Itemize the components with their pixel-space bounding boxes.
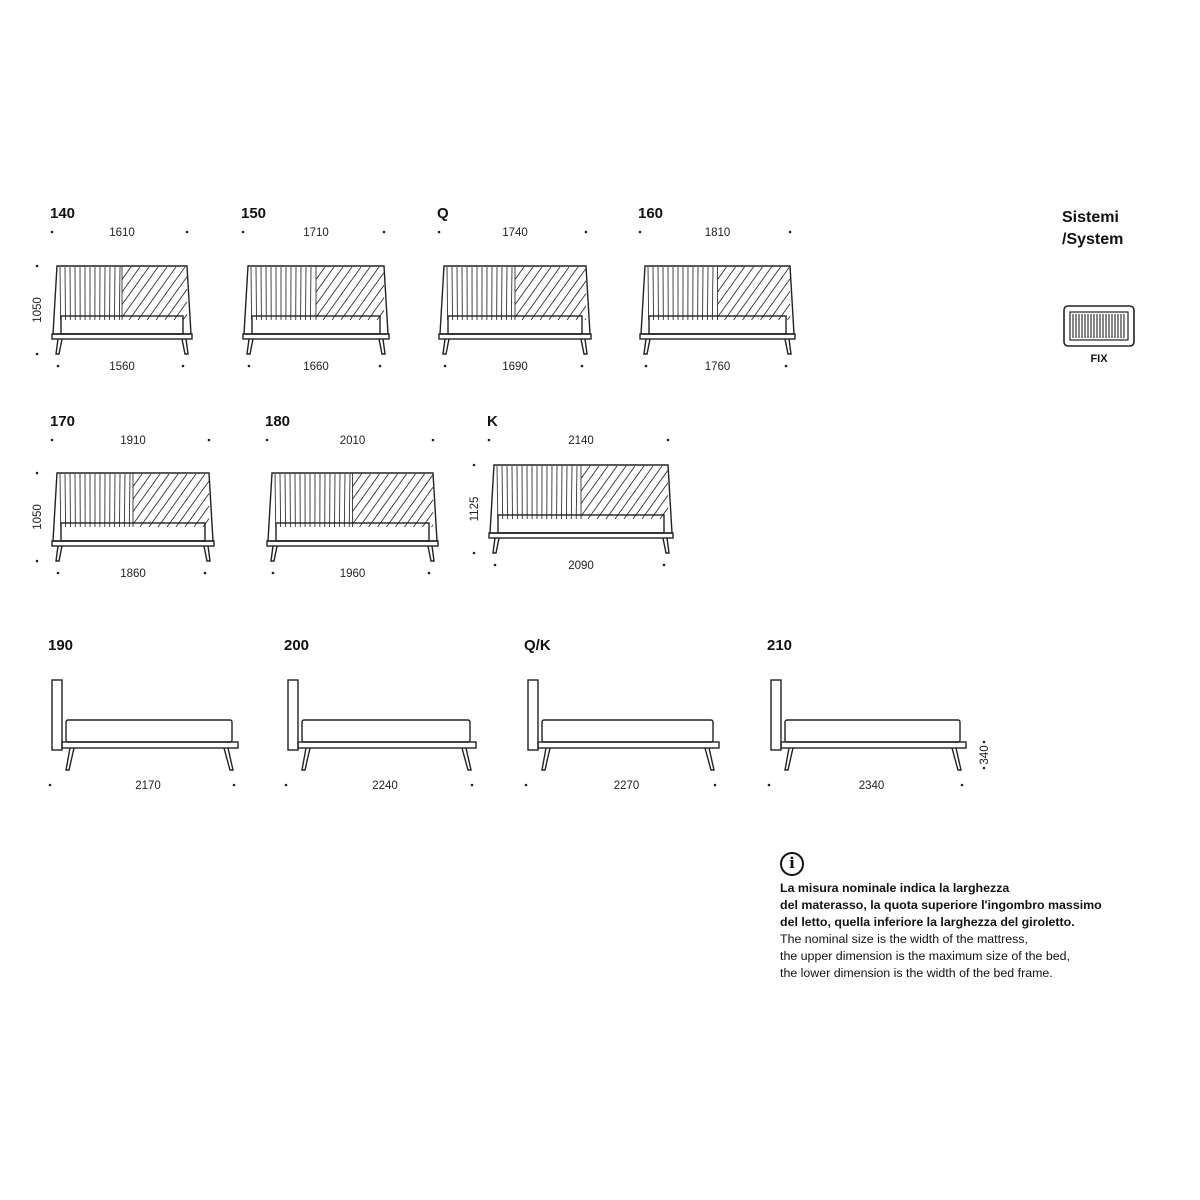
frame-width-label: 1860: [120, 568, 146, 580]
bed-frame: [298, 742, 476, 748]
headboard-stripe: [339, 474, 340, 527]
dimension-dot: [186, 231, 189, 234]
bed-leg: [271, 546, 277, 561]
dimension-dot: [663, 564, 666, 567]
headboard-stripe: [405, 487, 434, 527]
bed-frame: [52, 334, 192, 339]
size-label: 190: [48, 637, 74, 654]
headboard-stripe: [256, 267, 257, 320]
headboard-stripe: [585, 319, 586, 320]
size-label: 160: [638, 205, 664, 222]
length-label: 2270: [613, 780, 640, 792]
overall-width-label: 1910: [120, 435, 146, 447]
overall-width-label: 2140: [568, 435, 594, 447]
headboard-stripe: [447, 267, 448, 320]
dimension-dot: [383, 231, 386, 234]
dimension-dot: [438, 231, 441, 234]
dimension-dot: [645, 365, 648, 368]
overall-width-label: 2010: [339, 435, 366, 447]
headboard-stripe: [712, 267, 713, 320]
dimension-dot: [57, 365, 60, 368]
bed-leg: [705, 748, 714, 770]
dimension-dot: [51, 439, 54, 442]
bed-frame: [52, 541, 214, 546]
front-view-k: [469, 413, 673, 572]
headboard-stripe: [718, 267, 754, 317]
dimension-dot: [667, 439, 670, 442]
dimension-dot: [208, 439, 211, 442]
size-label: Q/K: [524, 637, 551, 654]
side-view-200: [284, 637, 476, 792]
bed-leg: [204, 546, 210, 561]
dimension-dot: [242, 231, 245, 234]
headboard-stripe: [511, 267, 512, 320]
headboard-stripe: [515, 267, 551, 317]
dimension-dot: [488, 439, 491, 442]
mattress: [66, 720, 232, 742]
headboard-stripe: [576, 306, 586, 320]
headboard-stripe: [344, 474, 345, 527]
headboard-stripe: [133, 474, 142, 487]
side-view-190: [48, 637, 238, 792]
headboard-stripe: [432, 525, 434, 527]
headboard-stripe: [122, 267, 140, 292]
bed-frame: [781, 742, 966, 748]
frame-width-label: 1560: [109, 361, 135, 373]
headboard-stripe: [506, 267, 507, 320]
bed-leg: [379, 339, 385, 354]
bed-leg: [56, 339, 62, 354]
headboard-stripe: [648, 267, 649, 320]
dimension-dot: [204, 572, 207, 575]
dimension-dot: [789, 231, 792, 234]
headboard-stripe: [349, 474, 350, 527]
size-label: 170: [50, 413, 76, 430]
note-italian-line-1: La misura nominale indica la larghezza: [780, 881, 1010, 895]
dimension-dot: [494, 564, 497, 567]
bed-frame: [538, 742, 719, 748]
headboard-stripe: [133, 474, 169, 524]
dimension-dot: [36, 265, 39, 268]
dimension-dot: [471, 784, 474, 787]
mattress-height-label: 340: [979, 745, 991, 765]
size-label: 200: [284, 637, 310, 654]
headboard-stripe: [718, 267, 736, 292]
system-option-label: FIX: [1090, 353, 1108, 365]
headboard-stripe: [122, 267, 131, 280]
bed-leg: [581, 339, 587, 354]
note-english-line-3: the lower dimension is the width of the bed frame.: [780, 966, 1053, 980]
headboard-stripe: [779, 304, 791, 320]
mattress: [302, 720, 470, 742]
headboard-stripe: [350, 273, 384, 320]
headboard-stripe: [581, 466, 617, 516]
bed-frame: [640, 334, 795, 339]
dimension-dot: [36, 560, 39, 563]
bed-frame: [243, 334, 389, 339]
bed-leg: [644, 339, 650, 354]
headboard-stripe: [653, 267, 654, 320]
dimension-dot: [714, 784, 717, 787]
bed-frame: [489, 533, 673, 538]
front-view-160: [638, 205, 795, 373]
note-italian-line-3: del letto, quella inferiore la larghezza del giroletto.: [780, 915, 1075, 929]
bed-leg: [224, 748, 233, 770]
headboard-stripe: [124, 474, 125, 527]
headboard-stripe: [353, 474, 371, 499]
length-label: 2340: [858, 780, 885, 792]
dimension-dot: [639, 231, 642, 234]
headboard-stripe: [129, 474, 130, 527]
system-title-english: /System: [1062, 231, 1124, 248]
dimension-dot: [266, 439, 269, 442]
headboard-stripe: [452, 267, 453, 320]
headboard-stripe: [275, 474, 276, 527]
bed-leg: [56, 546, 62, 561]
overall-width-label: 1610: [109, 227, 135, 239]
size-label: 150: [241, 205, 267, 222]
size-label: 180: [265, 413, 291, 430]
system-title-italian: Sistemi: [1062, 209, 1119, 226]
dimension-dot: [248, 365, 251, 368]
bed-leg: [302, 748, 310, 770]
height-label: 1050: [32, 504, 44, 530]
bed-leg: [542, 748, 550, 770]
bed-leg: [443, 339, 449, 354]
headboard-stripe: [707, 267, 708, 320]
headboard-stripe: [576, 466, 577, 519]
headboard-stripe: [549, 268, 586, 320]
headboard-stripe: [280, 474, 281, 527]
headboard-side: [52, 680, 62, 750]
headboard-stripe: [507, 466, 508, 519]
dimension-dot: [961, 784, 964, 787]
bed-frame: [62, 742, 238, 748]
front-view-q: [437, 205, 591, 373]
headboard-stripe: [316, 267, 352, 317]
headboard-stripe: [65, 474, 66, 527]
headboard-stripe: [316, 267, 334, 292]
front-view-180: [265, 413, 438, 580]
dimension-dot: [785, 365, 788, 368]
mattress: [542, 720, 713, 742]
side-view-210: [767, 637, 991, 792]
size-label: Q: [437, 205, 449, 222]
dimension-dot: [768, 784, 771, 787]
headboard-stripe: [718, 267, 727, 280]
height-label: 1050: [32, 297, 44, 323]
dimension-dot: [285, 784, 288, 787]
headboard-stripe: [156, 277, 187, 320]
front-view-150: [241, 205, 389, 373]
headboard-stripe: [194, 506, 209, 527]
headboard-stripe: [788, 317, 791, 320]
dimension-dot: [182, 365, 185, 368]
headboard-stripe: [581, 466, 590, 479]
system-option-fix: [1064, 306, 1134, 365]
headboard-stripe: [396, 475, 434, 527]
length-label: 2170: [135, 780, 161, 792]
bed-leg: [247, 339, 253, 354]
headboard-stripe: [176, 481, 209, 527]
headboard-stripe: [133, 474, 151, 499]
headboard-stripe: [561, 466, 562, 519]
frame-width-label: 2090: [568, 560, 594, 572]
front-view-170: [32, 413, 214, 580]
bed-leg: [785, 339, 791, 354]
dimension-dot: [444, 365, 447, 368]
bed-leg: [182, 339, 188, 354]
note-italian-line-2: del materasso, la quota superiore l'ingombro massimo: [780, 898, 1102, 912]
mattress: [785, 720, 960, 742]
headboard-stripe: [353, 474, 389, 524]
headboard-stripe: [761, 279, 791, 320]
frame-width-label: 1660: [303, 361, 329, 373]
note-english-line-2: the upper dimension is the maximum size of the bed,: [780, 949, 1070, 963]
dimension-dot: [983, 767, 986, 770]
dimension-dot: [36, 472, 39, 475]
headboard-stripe: [119, 267, 120, 320]
headboard-stripe: [558, 281, 586, 320]
bed-leg: [66, 748, 74, 770]
overall-width-label: 1710: [303, 227, 329, 239]
dimension-dot: [983, 741, 986, 744]
headboard-stripe: [571, 466, 572, 519]
dimension-dot: [585, 231, 588, 234]
headboard-stripe: [306, 267, 307, 320]
dimension-dot: [49, 784, 52, 787]
bed-frame: [439, 334, 591, 339]
headboard-stripe: [581, 466, 599, 491]
size-label: K: [487, 413, 498, 430]
headboard-side: [771, 680, 781, 750]
bed-leg: [462, 748, 471, 770]
headboard-stripe: [285, 474, 286, 527]
headboard-stripe: [502, 466, 503, 519]
bed-leg: [428, 546, 434, 561]
headboard-stripe: [119, 474, 120, 527]
bed-leg: [493, 538, 499, 553]
dimension-dot: [473, 464, 476, 467]
headboard-stripe: [353, 474, 362, 487]
dimension-dot: [272, 572, 275, 575]
headboard-stripe: [122, 267, 158, 317]
dimension-dot: [57, 572, 60, 575]
size-label: 140: [50, 205, 76, 222]
dimension-dot: [581, 365, 584, 368]
size-label: 210: [767, 637, 793, 654]
headboard-stripe: [251, 267, 252, 320]
side-view-q-k: [524, 637, 719, 792]
bed-leg: [663, 538, 669, 553]
dimension-dot: [432, 439, 435, 442]
headboard-stripe: [60, 267, 61, 320]
headboard-stripe: [633, 470, 668, 519]
headboard-stripe: [316, 267, 325, 280]
headboard-stripe: [497, 466, 498, 519]
dimension-dot: [51, 231, 54, 234]
headboard-stripe: [515, 267, 533, 292]
overall-width-label: 1740: [502, 227, 528, 239]
info-icon: i: [780, 852, 804, 876]
note-english-line-1: The nominal size is the width of the mattress,: [780, 932, 1028, 946]
bed-leg: [952, 748, 961, 770]
headboard-side: [528, 680, 538, 750]
size-note: [780, 852, 1140, 982]
headboard-stripe: [515, 267, 524, 280]
frame-width-label: 1690: [502, 361, 528, 373]
headboard-stripe: [423, 512, 434, 527]
headboard-stripe: [114, 267, 115, 320]
headboard-stripe: [310, 267, 311, 320]
dimension-dot: [379, 365, 382, 368]
frame-width-label: 1760: [704, 361, 731, 373]
headboard-stripe: [566, 466, 567, 519]
dimension-dot: [473, 552, 476, 555]
length-label: 2240: [372, 780, 398, 792]
dimension-dot: [525, 784, 528, 787]
dimension-dot: [233, 784, 236, 787]
bed-frame: [267, 541, 438, 546]
height-label: 1125: [469, 496, 481, 522]
headboard-stripe: [60, 474, 61, 527]
overall-width-label: 1810: [704, 227, 731, 239]
system-heading: [1062, 207, 1123, 251]
headboard-stripe: [185, 494, 209, 527]
front-view-140: [32, 205, 192, 373]
frame-width-label: 1960: [339, 568, 366, 580]
dimension-dot: [428, 572, 431, 575]
headboard-side: [288, 680, 298, 750]
dimension-dot: [36, 353, 39, 356]
bed-leg: [785, 748, 793, 770]
